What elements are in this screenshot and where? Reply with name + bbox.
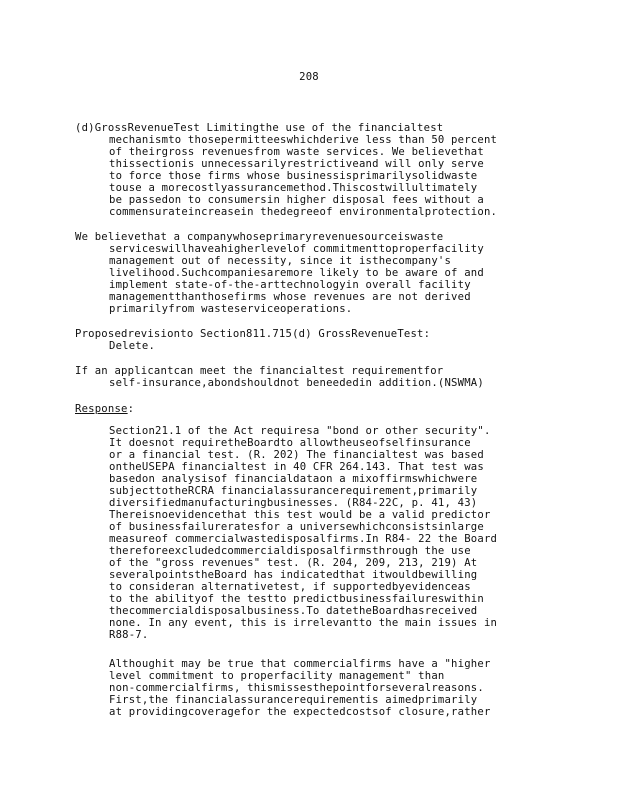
text-line: subjecttotheRCRA financialassurancerequirement,primarily [109,485,478,497]
response-heading-colon: : [127,403,135,415]
text-line: ontheUSEPA financialtest in 40 CFR 264.143. That test was [109,461,484,473]
paragraph-proposed-revision [75,328,565,352]
text-line: Thereisnoevidencethat this test would be a valid predictor [109,509,491,521]
text-line: commensurateincreasein thedegreeof environmentalprotection. [109,206,498,218]
text-line: self-insurance,abondshouldnot beneededin addition.(NSWMA) [109,377,484,389]
text-line: First,the financialassurancerequirementis aimedprimarily [109,694,478,706]
response-heading [75,403,565,415]
text-line: If an applicantcan meet the financialtest requirementfor [75,365,444,377]
text-line: It doesnot requiretheBoardto allowtheuseofselfinsurance [109,437,471,449]
page-number: 208 [299,71,319,83]
text-line: livelihood.Suchcompaniesaremore likely to be aware of and [109,267,484,279]
text-line: basedon analysisof financialdataon a mixoffirmswhichwere [109,473,478,485]
text-line: level commitment to properfacility management" than [109,670,445,682]
paragraph-we-believe [75,231,565,315]
text-line: diversifiedmanufacturingbusinesses. (R84-22C, p. 41, 43) [109,497,478,509]
text-line: mechanismto thosepermitteeswhichderive less than 50 percent [109,134,498,146]
text-line: of theirgross revenuesfrom waste services. We believethat [109,146,484,158]
text-line: touse a morecostlyassurancemethod.Thiscostwillultimately [109,182,478,194]
text-line: primarilyfrom wasteserviceoperations. [109,303,353,315]
text-line: thissectionis unnecessarilyrestrictiveand will only serve [109,158,484,170]
text-line: implement state-of-the-arttechnologyin overall facility [109,279,471,291]
text-line: to consideran alternativetest, if supportedbyevidenceas [109,581,471,593]
paragraph-although [109,658,565,718]
text-line: of businessfailureratesfor a universewhichconsistsinlarge [109,521,484,533]
text-line: thecommercialdisposalbusiness.To datetheBoardhasreceived [109,605,478,617]
text-line: (d)GrossRevenueTest Limitingthe use of the financialtest [75,122,444,134]
text-line: Althoughit may be true that commercialfirms have a "higher [109,658,491,670]
text-line: non-commercialfirms, thismissesthepointforseveralreasons. [109,682,484,694]
paragraph-section-21-1 [109,425,565,641]
text-line: be passedon to consumersin higher disposal fees without a [109,194,484,206]
paragraph-gross-revenue-test [75,122,565,218]
text-line: to force those firms whose businessisprimarilysolidwaste [109,170,478,182]
text-line: or a financial test. (R. 202) The financialtest was based [109,449,484,461]
text-line: Delete. [109,340,156,352]
text-line: thereforeexcludedcommercialdisposalfirmsthrough the use [109,545,471,557]
text-line: R88-7. [109,629,149,641]
text-line: at providingcoveragefor the expectedcostsof closure,rather [109,706,491,718]
text-line: managementthanthosefirms whose revenues are not derived [109,291,471,303]
text-line: Section21.1 of the Act requiresa "bond or other security". [109,425,491,437]
text-line: management out of necessity, since it isthecompany's [109,255,452,267]
text-line: to the abilityof the testto predictbusinessfailureswithin [109,593,484,605]
text-line: none. In any event, this is irrelevantto the main issues in [109,617,498,629]
text-line: severalpointstheBoard has indicatedthat itwouldbewilling [109,569,478,581]
text-line: We believethat a companywhoseprimaryrevenuesourceiswaste [75,231,444,243]
text-line: of the "gross revenues" test. (R. 204, 209, 213, 219) At [109,557,478,569]
text-line: serviceswillhaveahigherlevelof commitmenttoproperfacility [109,243,484,255]
text-line: Proposedrevisionto Section811.715(d) GrossRevenueTest: [75,328,431,340]
response-heading-text: Response [75,403,128,415]
text-line: measureof commercialwastedisposalfirms.In R84- 22 the Board [109,533,498,545]
paragraph-applicant [75,365,565,389]
